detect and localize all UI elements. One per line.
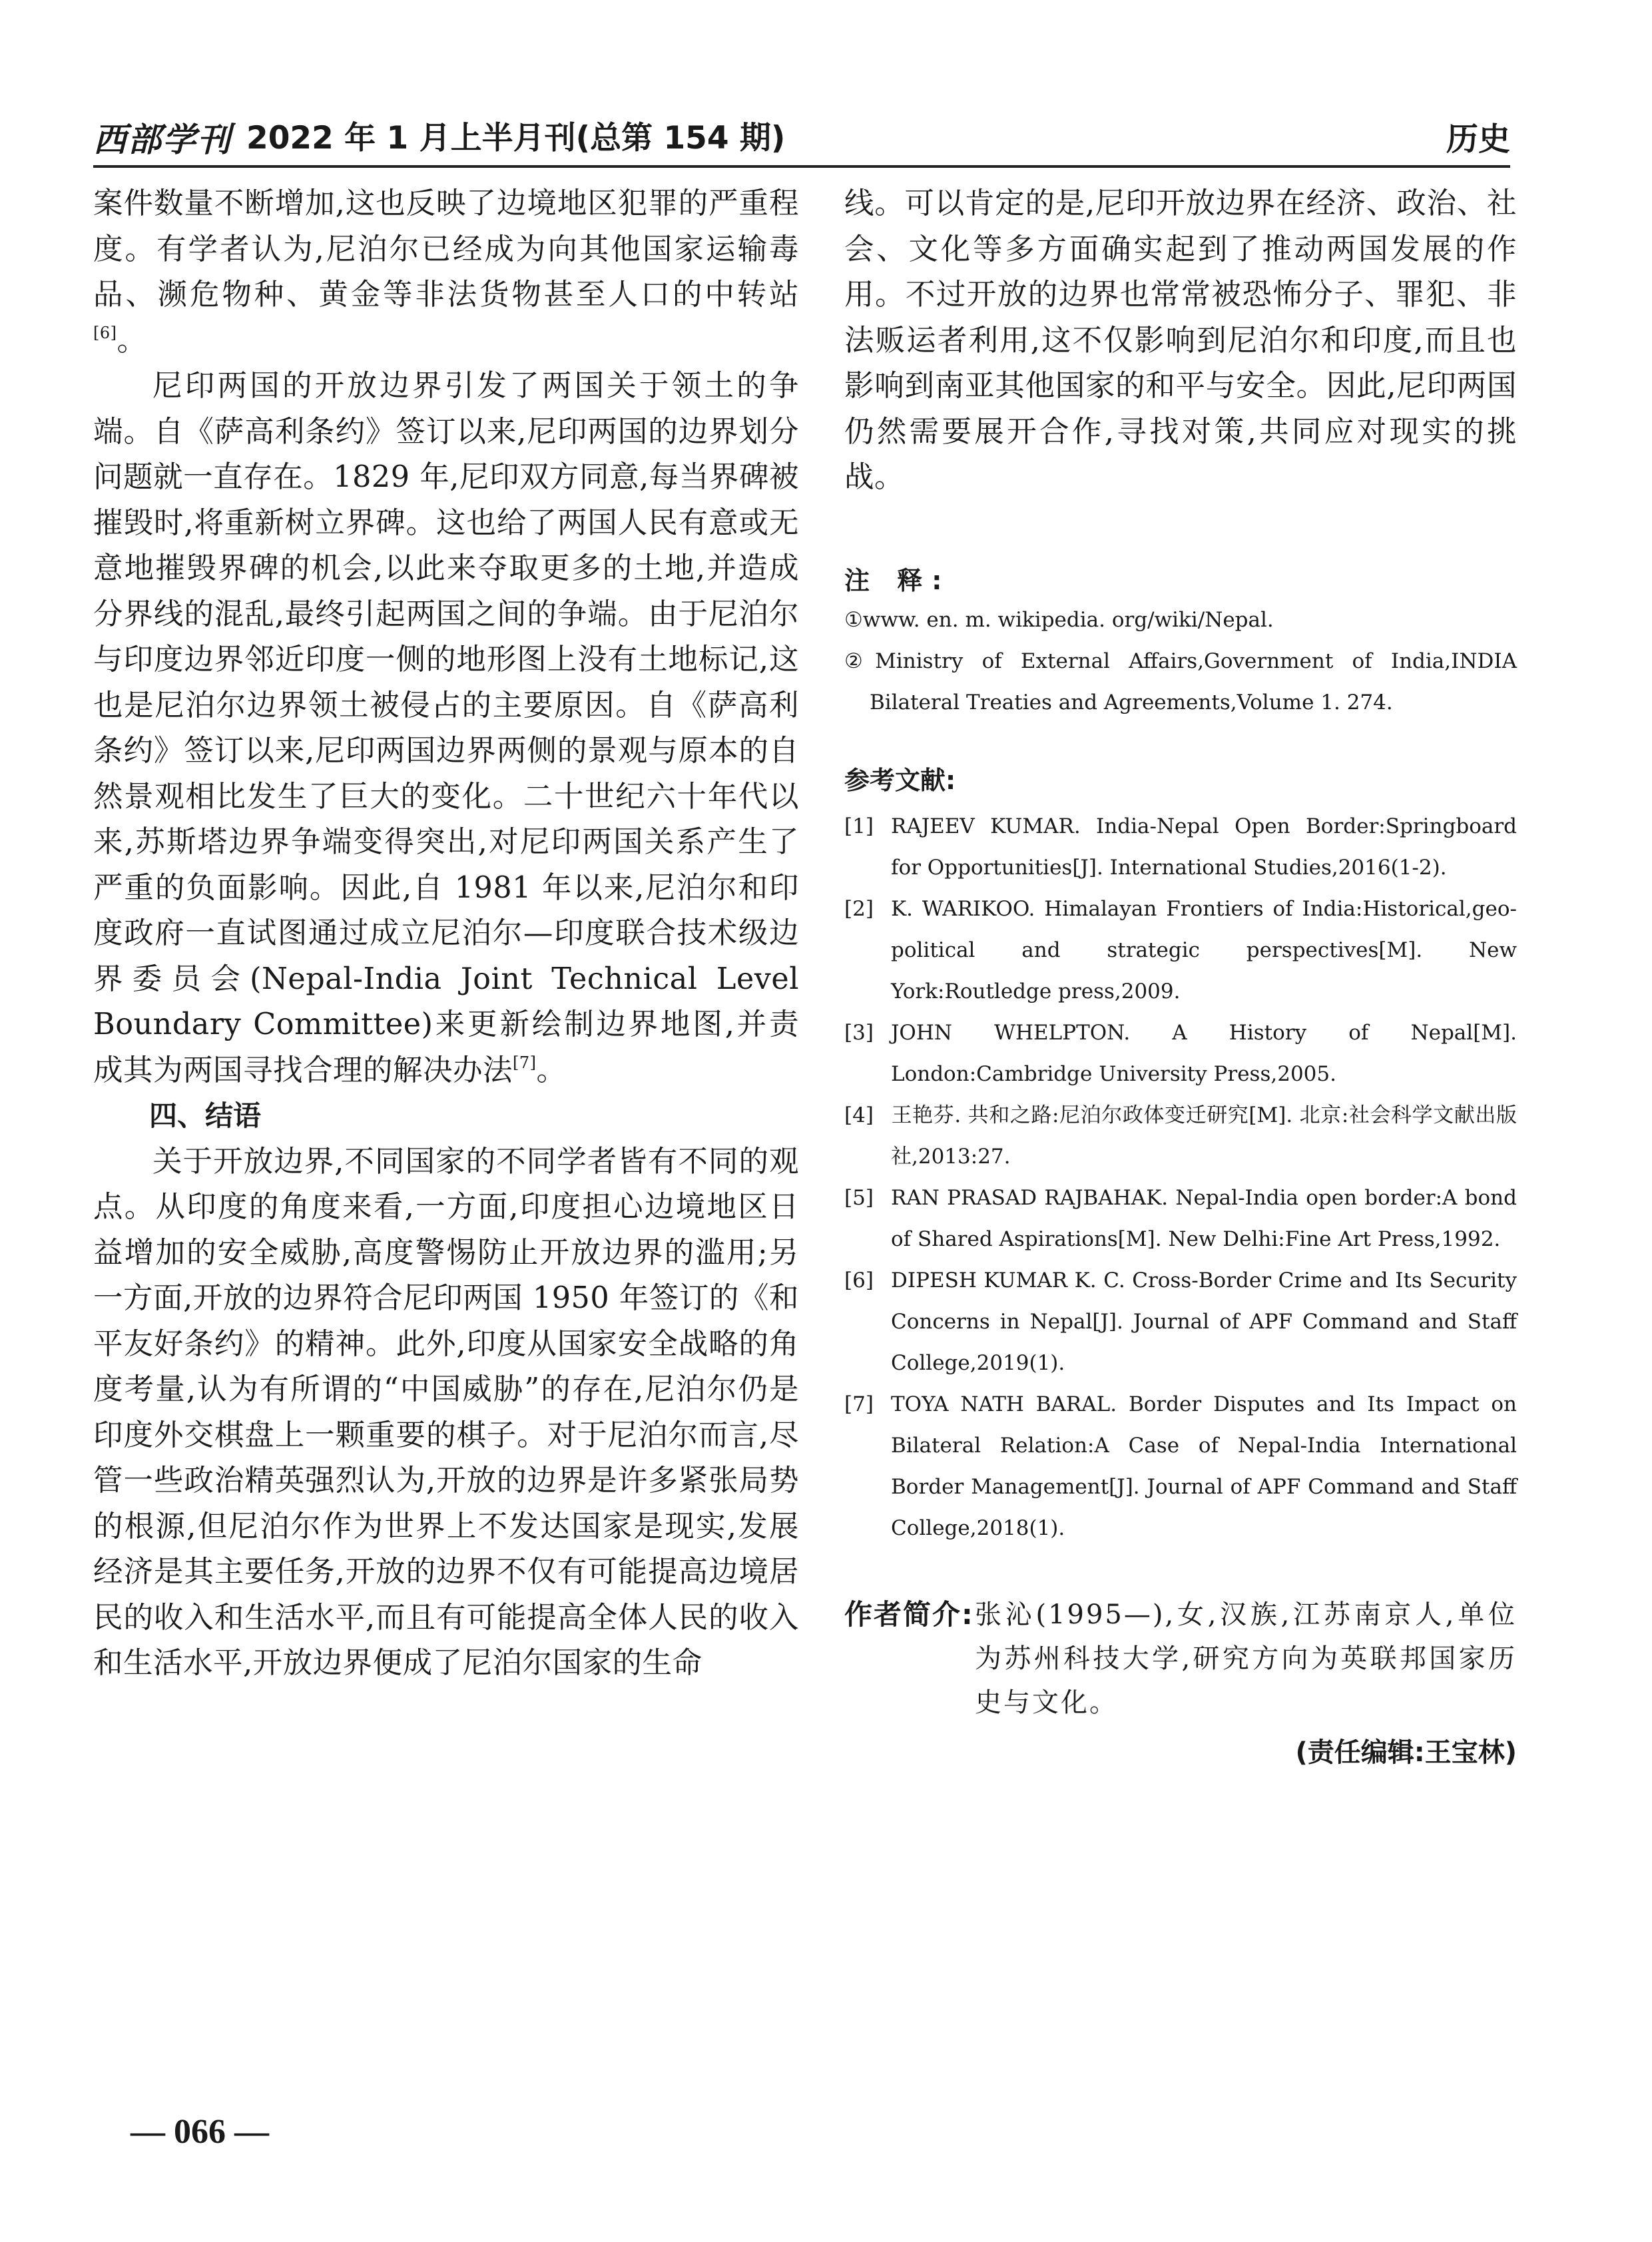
- author-bio-label: 作者简介:: [844, 1597, 974, 1631]
- left-column: [93, 181, 799, 1687]
- page-number: — 066 —: [131, 2113, 269, 2151]
- journal-logo: 西部学刊: [93, 121, 232, 159]
- reference-item: [4] 王艳芬. 共和之路:尼泊尔政体变迁研究[M]. 北京:社会科学文献出版社,2013:27.: [844, 1103, 1517, 1169]
- reference-item: [1] RAJEEV KUMAR. India-Nepal Open Border:Springboard for Opportunities[J]. International Studies,2016(1-2).: [844, 814, 1517, 880]
- header-rule: [93, 165, 1510, 168]
- references-heading: 参考文献:: [844, 765, 956, 795]
- issue-info: 2022 年 1 月上半月刊(总第 154 期): [246, 120, 786, 156]
- right-column: [844, 181, 1517, 1773]
- author-bio: [844, 1593, 1517, 1725]
- citation-mark: [6]: [93, 323, 117, 342]
- body-paragraph: 线。可以肯定的是,尼印开放边界在经济、政治、社会、文化等多方面确实起到了推动两国发展的作用。不过开放的边界也常常被恐怖分子、罪犯、非法贩运者利用,这不仅影响到尼泊尔和印度,而且也影响到南亚其他国家的和平与安全。因此,尼印两国仍然需要展开合作,寻找对策,共同应对现实的挑战。: [844, 186, 1517, 494]
- citation-mark: [7]: [513, 1053, 537, 1072]
- reference-item: [6] DIPESH KUMAR K. C. Cross-Border Crime and Its Security Concerns in Nepal[J]. Journal of APF Command and Staff College,2019(1).: [844, 1268, 1517, 1375]
- body-paragraph: 尼印两国的开放边界引发了两国关于领土的争端。自《萨高利条约》签订以来,尼印两国的边界划分问题就一直存在。1829 年,尼印双方同意,每当界碑被摧毁时,将重新树立界碑。这也给了两国人民有意或无意地摧毁界碑的机会,以此来夺取更多的土地,并造成分界线的混乱,最终引起两国之间的争端。由于尼泊尔与印度边界邻近印度一侧的地形图上没有土地标记,这也是尼泊尔边界领土被侵占的主要原因。自《萨高利条约》签订以来,尼印两国边界两侧的景观与原本的自然景观相比发生了巨大的变化。二十世纪六十年代以来,苏斯塔边界争端变得突出,对尼印两国关系产生了严重的负面影响。因此,自 1981 年以来,尼泊尔和印度政府一直试图通过成立尼泊尔—印度联合技术级边界委员会(Nepal-India Joint Technical Level Boundary Committee)来更新绘制边界地图,并责成其为两国寻找合理的解决办法[7]。: [93, 369, 799, 1087]
- reference-item: [7] TOYA NATH BARAL. Border Disputes and Its Impact on Bilateral Relation:A Case of Nepal-India International Border Management[J]. Journal of APF Command and Staff College,2018(1).: [844, 1392, 1517, 1540]
- section-heading: 四、结语: [149, 1099, 262, 1132]
- reference-item: [5] RAN PRASAD RAJBAHAK. Nepal-India open border:A bond of Shared Aspirations[M]. New Delhi:Fine Art Press,1992.: [844, 1185, 1517, 1251]
- body-paragraph: 案件数量不断增加,这也反映了边境地区犯罪的严重程度。有学者认为,尼泊尔已经成为向其他国家运输毒品、濒危物种、黄金等非法货物甚至人口的中转站[6]。: [93, 186, 799, 358]
- notes-heading: 注 释:: [844, 565, 952, 595]
- section-label: 历史: [1446, 121, 1510, 158]
- note-item: ②Ministry of External Affairs,Government of India,INDIA Bilateral Treaties and Agreements,Volume 1. 274.: [844, 649, 1517, 714]
- body-paragraph: 关于开放边界,不同国家的不同学者皆有不同的观点。从印度的角度来看,一方面,印度担心边境地区日益增加的安全威胁,高度警惕防止开放边界的滥用;另一方面,开放的边界符合尼印两国 1950 年签订的《和平友好条约》的精神。此外,印度从国家安全战略的角度考量,认为有所谓的“中国威胁”的存在,尼泊尔仍是印度外交棋盘上一颗重要的棋子。对于尼泊尔而言,尽管一些政治精英强烈认为,开放的边界是许多紧张局势的根源,但尼泊尔作为世界上不发达国家是现实,发展经济是其主要任务,开放的边界不仅有可能提高边境居民的收入和生活水平,而且有可能提高全体人民的收入和生活水平,开放边界便成了尼泊尔国家的生命: [93, 1144, 799, 1680]
- reference-item: [2] K. WARIKOO. Himalayan Frontiers of India:Historical,geo-political and strategic perspectives[M]. New York:Routledge press,2009.: [844, 896, 1517, 1003]
- page-header: [93, 107, 1510, 160]
- author-bio-text: 张沁(1995—),女,汉族,江苏南京人,单位为苏州科技大学,研究方向为英联邦国家历史与文化。: [975, 1599, 1517, 1718]
- responsible-editor: (责任编辑:王宝林): [1295, 1737, 1517, 1768]
- reference-item: [3] JOHN WHELPTON. A History of Nepal[M]. London:Cambridge University Press,2005.: [844, 1020, 1517, 1086]
- note-item: ①www. en. m. wikipedia. org/wiki/Nepal.: [844, 607, 1274, 632]
